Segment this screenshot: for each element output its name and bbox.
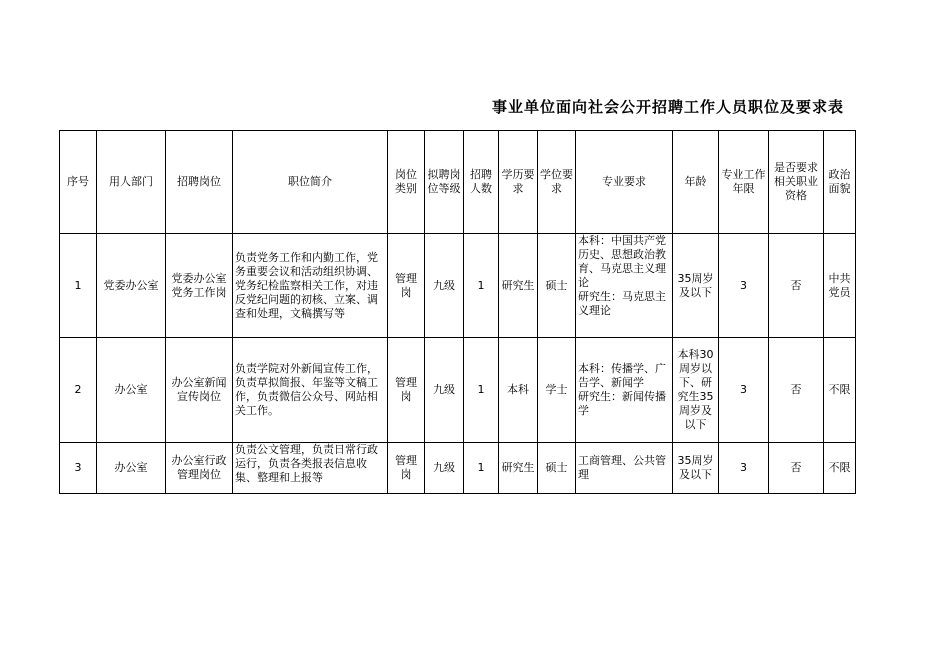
- table-row: [60, 338, 856, 443]
- cell-desc: 负责学院对外新闻宣传工作，负责草拟简报、年鉴等文稿工作，负责微信公众号、网站相关工作。: [233, 338, 388, 443]
- cell-years: 3: [719, 338, 769, 443]
- cell-category: 管理岗: [388, 338, 425, 443]
- cell-age: 本科30周岁以下、研究生35周岁及以下: [673, 338, 719, 443]
- table-row: [60, 443, 856, 494]
- cell-seq: 1: [60, 234, 97, 338]
- cell-political: 中共党员: [824, 234, 856, 338]
- header-dept: 用人部门: [97, 131, 166, 234]
- cell-desc: 负责党务工作和内勤工作，党务重要会议和活动组织协调、党务纪检监察相关工作，对违反党纪问题的初核、立案、调查和处理，文稿撰写等: [233, 234, 388, 338]
- header-row: [60, 131, 856, 234]
- cell-position: 办公室行政管理岗位: [166, 443, 233, 494]
- cell-level: 九级: [425, 338, 464, 443]
- cell-dept: 办公室: [97, 443, 166, 494]
- header-seq: 序号: [60, 131, 97, 234]
- cell-dept: 办公室: [97, 338, 166, 443]
- cell-education: 本科: [499, 338, 538, 443]
- header-major: 专业要求: [576, 131, 673, 234]
- cell-degree: 硕士: [538, 234, 576, 338]
- header-years: 专业工作年限: [719, 131, 769, 234]
- cell-category: 管理岗: [388, 234, 425, 338]
- cell-qualification: 否: [769, 338, 824, 443]
- cell-degree: 硕士: [538, 443, 576, 494]
- cell-political: 不限: [824, 443, 856, 494]
- cell-qualification: 否: [769, 234, 824, 338]
- cell-desc-text: 负责公文管理，负责日常行政运行，负责各类报表信息收集、整理和上报等: [235, 443, 378, 484]
- cell-education: 研究生: [499, 443, 538, 494]
- cell-position: 党委办公室党务工作岗: [166, 234, 233, 338]
- cell-qualification: 否: [769, 443, 824, 494]
- header-qualification: 是否要求相关职业资格: [769, 131, 824, 234]
- cell-major-text: 本科：中国共产党历史、思想政治教育、马克思主义理论 研究生：马克思主义理论: [578, 234, 666, 317]
- cell-seq: 3: [60, 443, 97, 494]
- header-education: 学历要求: [499, 131, 538, 234]
- recruitment-table: [59, 130, 856, 494]
- cell-position: 办公室新闻宣传岗位: [166, 338, 233, 443]
- cell-seq: 2: [60, 338, 97, 443]
- cell-desc: [233, 443, 388, 494]
- cell-age: 35周岁及以下: [673, 443, 719, 494]
- header-position: 招聘岗位: [166, 131, 233, 234]
- cell-level: 九级: [425, 234, 464, 338]
- cell-education: 研究生: [499, 234, 538, 338]
- header-category: 岗位类别: [388, 131, 425, 234]
- cell-count: 1: [464, 443, 499, 494]
- header-age: 年龄: [673, 131, 719, 234]
- cell-major: 工商管理、公共管理: [576, 443, 673, 494]
- cell-years: 3: [719, 443, 769, 494]
- page-title: 事业单位面向社会公开招聘工作人员职位及要求表: [492, 98, 845, 116]
- cell-dept: 党委办公室: [97, 234, 166, 338]
- cell-degree: 学士: [538, 338, 576, 443]
- cell-count: 1: [464, 338, 499, 443]
- header-political: 政治面貌: [824, 131, 856, 234]
- cell-political: 不限: [824, 338, 856, 443]
- table-row: [60, 234, 856, 338]
- cell-age: 35周岁及以下: [673, 234, 719, 338]
- cell-category: 管理岗: [388, 443, 425, 494]
- header-desc: 职位简介: [233, 131, 388, 234]
- header-count: 招聘人数: [464, 131, 499, 234]
- cell-level: 九级: [425, 443, 464, 494]
- header-degree: 学位要求: [538, 131, 576, 234]
- cell-count: 1: [464, 234, 499, 338]
- cell-major: 本科：传播学、广告学、新闻学 研究生：新闻传播学: [576, 338, 673, 443]
- cell-major: [576, 234, 673, 338]
- header-level: 拟聘岗位等级: [425, 131, 464, 234]
- cell-years: 3: [719, 234, 769, 338]
